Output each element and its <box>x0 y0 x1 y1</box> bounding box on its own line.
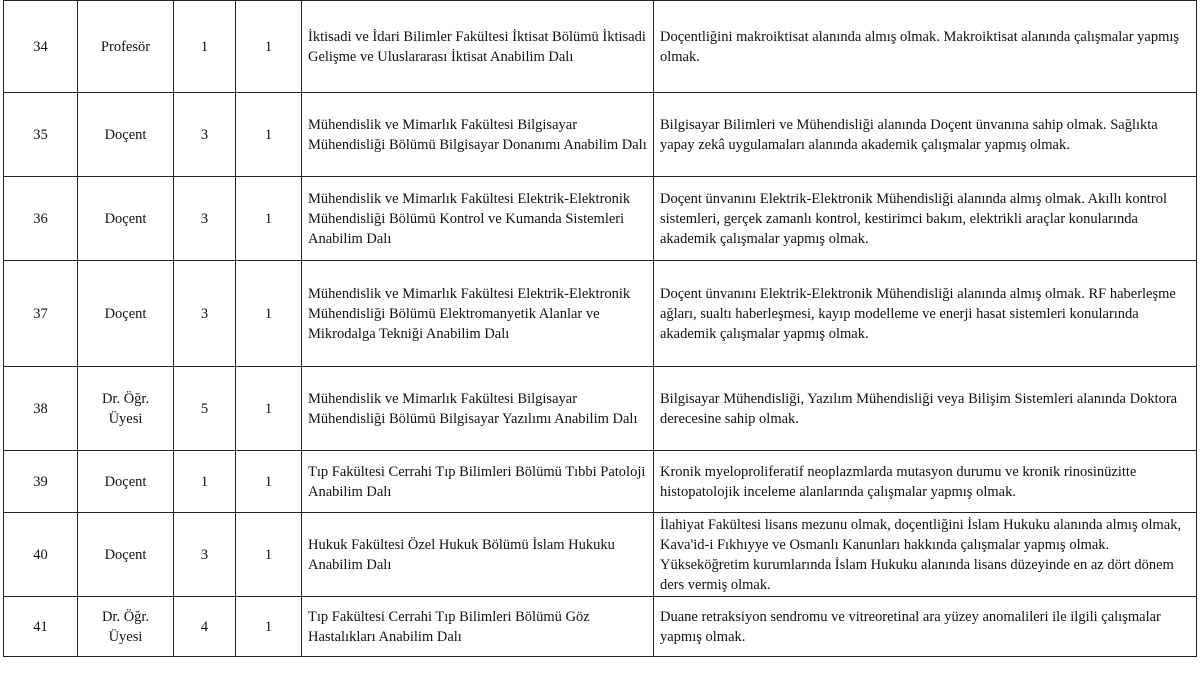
requirements: Kronik myeloproliferatif neoplazmlarda mutasyon durumu ve kronik rinosinüzitte histopatolojik inceleme alanlarında çalışmalar yapmış olmak. <box>654 451 1197 513</box>
row-number: 39 <box>4 451 78 513</box>
department: İktisadi ve İdari Bilimler Fakültesi İktisat Bölümü İktisadi Gelişme ve Uluslararası İktisat Anabilim Dalı <box>302 1 654 93</box>
row-number: 37 <box>4 261 78 367</box>
row-number: 40 <box>4 513 78 597</box>
department: Mühendislik ve Mimarlık Fakültesi Bilgisayar Mühendisliği Bölümü Bilgisayar Yazılımı Anabilim Dalı <box>302 367 654 451</box>
table-row <box>4 513 1197 597</box>
requirements: Doçentliğini makroiktisat alanında almış olmak. Makroiktisat alanında çalışmalar yapmış olmak. <box>654 1 1197 93</box>
position-count-secondary: 1 <box>236 513 302 597</box>
table-row <box>4 177 1197 261</box>
position-count-secondary: 1 <box>236 261 302 367</box>
requirements: Bilgisayar Bilimleri ve Mühendisliği alanında Doçent ünvanına sahip olmak. Sağlıkta yapay zekâ uygulamaları alanında akademik çalışmalar yapmış olmak. <box>654 93 1197 177</box>
department: Tıp Fakültesi Cerrahi Tıp Bilimleri Bölümü Tıbbi Patoloji Anabilim Dalı <box>302 451 654 513</box>
position-count: 3 <box>174 261 236 367</box>
table-row <box>4 261 1197 367</box>
position-count-secondary: 1 <box>236 597 302 657</box>
position-count: 5 <box>174 367 236 451</box>
department: Mühendislik ve Mimarlık Fakültesi Elektrik-Elektronik Mühendisliği Bölümü Elektromanyetik Alanlar ve Mikrodalga Tekniği Anabilim Dalı <box>302 261 654 367</box>
table-row <box>4 367 1197 451</box>
position-title: Doçent <box>78 513 174 597</box>
position-title: Doçent <box>78 177 174 261</box>
department: Mühendislik ve Mimarlık Fakültesi Bilgisayar Mühendisliği Bölümü Bilgisayar Donanımı Anabilim Dalı <box>302 93 654 177</box>
department: Hukuk Fakültesi Özel Hukuk Bölümü İslam Hukuku Anabilim Dalı <box>302 513 654 597</box>
position-count-secondary: 1 <box>236 367 302 451</box>
table-row <box>4 1 1197 93</box>
position-title: Doçent <box>78 93 174 177</box>
row-number: 34 <box>4 1 78 93</box>
department: Mühendislik ve Mimarlık Fakültesi Elektrik-Elektronik Mühendisliği Bölümü Kontrol ve Kumanda Sistemleri Anabilim Dalı <box>302 177 654 261</box>
positions-table-body <box>4 1 1197 657</box>
position-count-secondary: 1 <box>236 177 302 261</box>
position-title: Profesör <box>78 1 174 93</box>
requirements: Bilgisayar Mühendisliği, Yazılım Mühendisliği veya Bilişim Sistemleri alanında Doktora derecesine sahip olmak. <box>654 367 1197 451</box>
table-row <box>4 93 1197 177</box>
position-title: Dr. Öğr. Üyesi <box>78 367 174 451</box>
position-count: 3 <box>174 93 236 177</box>
position-title: Doçent <box>78 261 174 367</box>
requirements: Duane retraksiyon sendromu ve vitreoretinal ara yüzey anomalileri ile ilgili çalışmalar yapmış olmak. <box>654 597 1197 657</box>
row-number: 35 <box>4 93 78 177</box>
position-count: 1 <box>174 451 236 513</box>
row-number: 41 <box>4 597 78 657</box>
position-count: 1 <box>174 1 236 93</box>
positions-table <box>3 0 1197 657</box>
row-number: 38 <box>4 367 78 451</box>
requirements: Doçent ünvanını Elektrik-Elektronik Mühendisliği alanında almış olmak. Akıllı kontrol sistemleri, gerçek zamanlı kontrol, kestirimci bakım, elektrikli araçlar konularında akademik çalışmalar yapmış olmak. <box>654 177 1197 261</box>
requirements: İlahiyat Fakültesi lisans mezunu olmak, doçentliğini İslam Hukuku alanında almış olmak, Kava'id-i Fıkhıyye ve Osmanlı Kanunları hakkında çalışmalar yapmış olmak. Yükseköğretim kurumlarında İslam Hukuku alanında lisans düzeyinde en az dört dönem ders vermiş olmak. <box>654 513 1197 597</box>
position-count: 3 <box>174 513 236 597</box>
position-title: Dr. Öğr. Üyesi <box>78 597 174 657</box>
position-count: 3 <box>174 177 236 261</box>
table-row <box>4 597 1197 657</box>
row-number: 36 <box>4 177 78 261</box>
position-count-secondary: 1 <box>236 1 302 93</box>
position-count-secondary: 1 <box>236 93 302 177</box>
position-count: 4 <box>174 597 236 657</box>
table-row <box>4 451 1197 513</box>
position-title: Doçent <box>78 451 174 513</box>
department: Tıp Fakültesi Cerrahi Tıp Bilimleri Bölümü Göz Hastalıkları Anabilim Dalı <box>302 597 654 657</box>
position-count-secondary: 1 <box>236 451 302 513</box>
requirements: Doçent ünvanını Elektrik-Elektronik Mühendisliği alanında almış olmak. RF haberleşme ağları, sualtı haberleşmesi, kayıp modelleme ve enerji hasat sistemleri konularında akademik çalışmalar yapmış olmak. <box>654 261 1197 367</box>
